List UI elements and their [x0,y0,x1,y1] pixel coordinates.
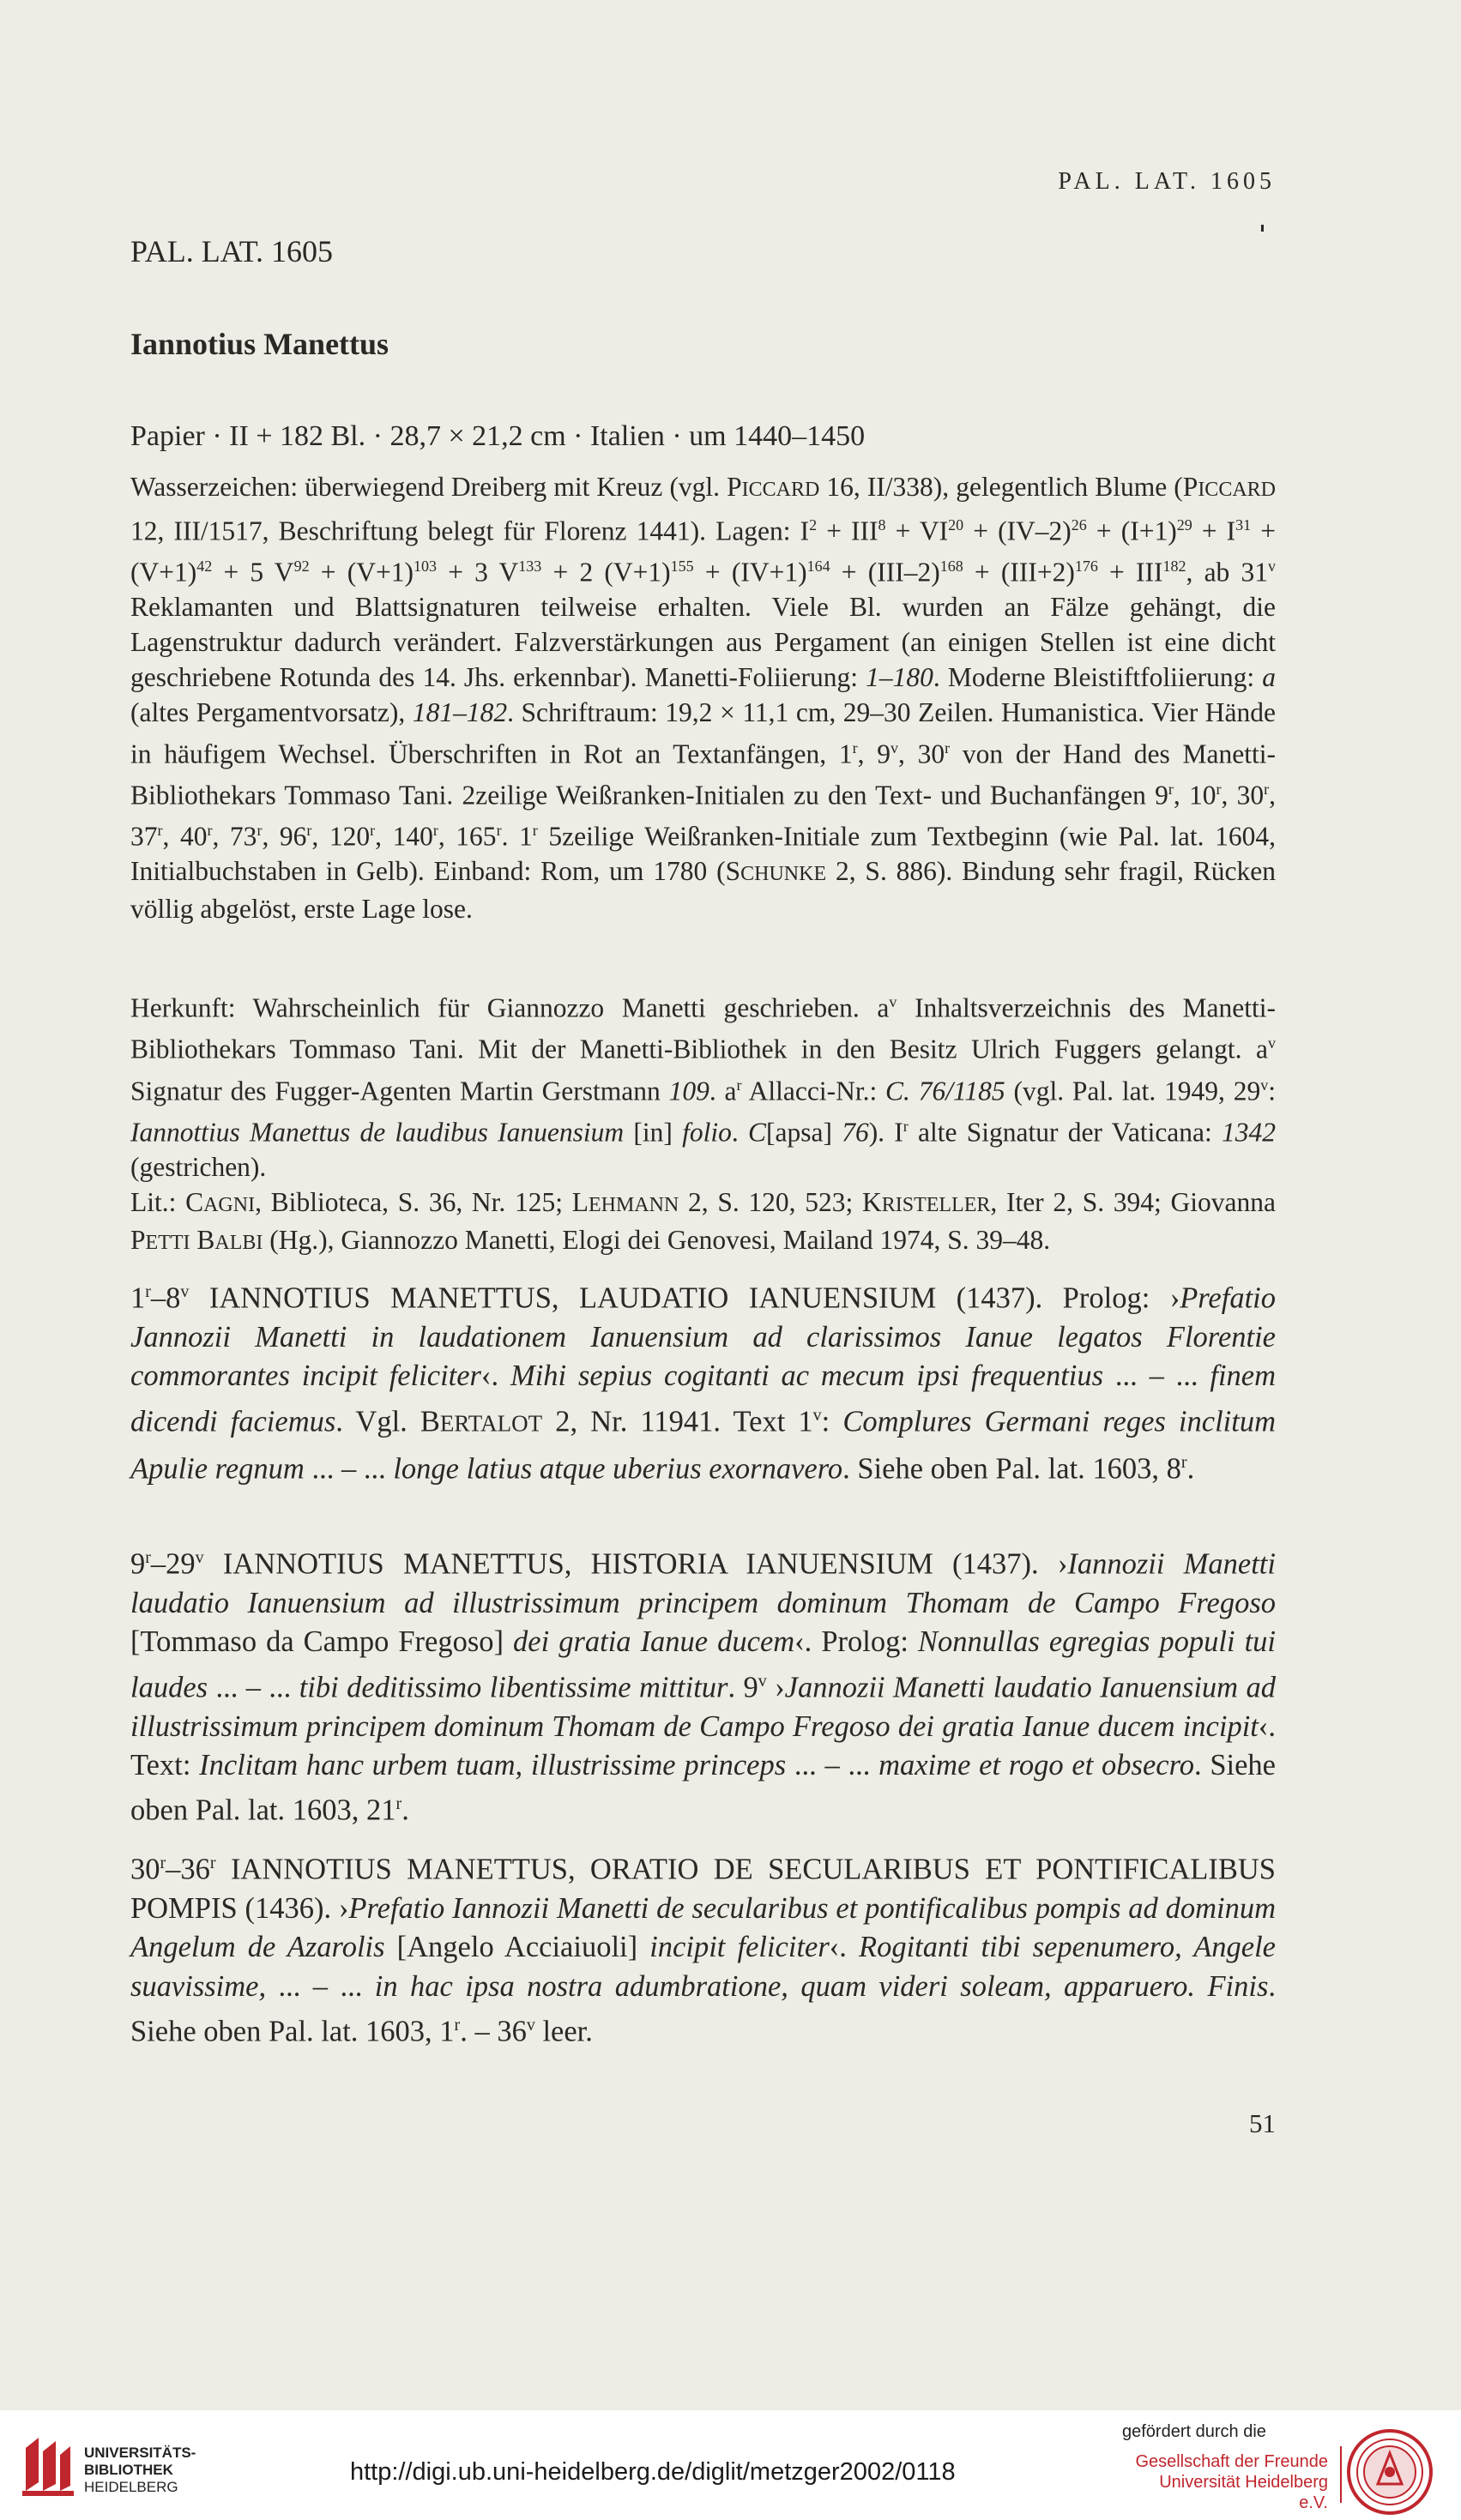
funding-note: gefördert durch die [1122,2422,1266,2441]
digitization-footer [0,2410,1461,2520]
physical-description: Papier · II + 182 Bl. · 28,7 × 21,2 cm · Italien · um 1440–1450 [130,420,866,452]
society-line-1: Gesellschaft der Freunde [1135,2452,1328,2471]
library-line-3: HEIDELBERG [84,2479,178,2495]
literature-paragraph: Lit.: CAGNI, Biblioteca, S. 36, Nr. 125; LEHMANN 2, S. 120, 523; KRISTELLER, Iter 2, S. 394; Giovanna PETTI BALBI (Hg.), Giannozzo Manetti, Elogi dei Genovesi, Mailand 1974, S. 39–48. [130,1187,1276,1255]
library-line-1: UNIVERSITÄTS- [84,2445,196,2461]
permalink-url[interactable]: http://digi.ub.uni-heidelberg.de/diglit/metzger2002/0118 [350,2458,956,2486]
library-line-2: BIBLIOTHEK [84,2462,173,2478]
ub-heidelberg-logo-icon [17,2431,77,2499]
codicology-paragraph: Wasserzeichen: überwiegend Dreiberg mit Kreuz (vgl. PICCARD 16, II/338), gelegentlich Blume (PICCARD 12, III/1517, Beschriftung belegt für Florenz 1441). Lagen: $I^2 + III^8 + VI^{20} + (IV-2)^{26} + (I+1)^{29} + I^{31} + (V+1)^{42} + 5$ $V^{92} + (V+1)^{103} + 3$ $V^{133} + 2$ $(V+1)^{155} + (IV+1)^{164} + (III-2)^{168} + (III+2)^{176} + III^{182}$, ab 31$^v$ Reklamanten und Blattsignaturen teilweise erhalten. Viele Bl. wurden an Fälze gehängt, die Lagenstruktur dadurch verändert. Falzverstärkungen aus Pergament (an einigen Stellen ist eine dicht geschriebene Rotunda des 14. Jhs. erkennbar). Manetti-Foliierung: 1–180. Moderne Bleistiftfoliierung: a (altes Pergamentvorsatz), 181–182. Schriftraum: 19,2 × 11,1 cm, 29–30 Zeilen. Humanistica. Vier Hände in häufigem Wechsel. Überschriften in Rot an Textanfängen, 1$^r$, 9$^v$, 30$^r$ von der Hand des Manetti-Bibliothekars Tommaso Tani. 2zeilige Weißranken-Initialen zu den Text- und Buchanfängen 9$^r$, 10$^r$, 30$^r$, 37$^r$, 40$^r$, 73$^r$, 96$^r$, 120$^r$, 140$^r$, 165$^r$. 1$^r$ 5zeilige Weißranken-Initiale zum Textbeginn (wie Pal. lat. 1604, Initialbuchstaben in Gelb). Einband: Rom, um 1780 (SCHUNKE 2, S. 886). Bindung sehr fragil, Rücken völlig abgelöst, erste Lage lose. [130,472,1277,925]
running-head: PAL. LAT. 1605 [1058,168,1276,195]
page-number: 51 [1249,2108,1276,2138]
library-name [84,2445,196,2496]
shelfmark: PAL. LAT. 1605 [130,234,334,268]
ink-mark [1261,225,1264,232]
society-line-2: Universität Heidelberg e.V. [1159,2473,1328,2512]
university-seal-icon [1345,2427,1434,2517]
content-entry-3: 30$^r$–36$^r$ IANNOTIUS MANETTUS, ORATIO DE SECULARIBUS ET PONTIFICALIBUS POMPIS (1436). ›Prefatio Iannozii Manetti de secularibus et pontificalibus pompis ad dominum Angelum de Azarolis [Angelo Acciaiuoli] incipit feliciter‹. Rogitanti tibi sepenumero, Angele suavissime, ... – ... in hac ipsa nostra adumbratione, quam videri soleam, apparuero. Finis. Siehe oben Pal. lat. 1603, 1$^r$. – 36$^v$ leer. [130,1853,1276,2048]
society-name [1131,2451,1328,2513]
content-entry-2: 9$^r$–29$^v$ IANNOTIUS MANETTUS, HISTORIA IANUENSIUM (1437). ›Iannozii Manetti laudatio Ianuensium ad illustrissimum principem dominum Thomam de Campo Fregoso [Tommaso da Campo Fregoso] dei gratia Ianue ducem‹. Prolog: Nonnullas egregias populi tui laudes ... – ... tibi deditissimo libentissime mittitur. 9$^v$ ›Jannozii Manetti laudatio Ianuensium ad illustrissimum principem dominum Thomam de Campo Fregoso dei gratia Ianue ducem incipit‹. Text: Inclitam hanc urbem tuam, illustrissime princeps ... – ... maxime et rogo et obsecro. Siehe oben Pal. lat. 1603, 21$^r$. [130,1547,1277,1827]
provenance-paragraph: Herkunft: Wahrscheinlich für Giannozzo Manetti geschrieben. $a^v$ Inhaltsverzeichnis des Manetti-Bibliothekars Tommaso Tani. Mit der Manetti-Bibliothek in den Besitz Ulrich Fuggers gelangt. $a^v$ Signatur des Fugger-Agenten Martin Gerstmann 109. $a^r$ Allacci-Nr.: C. 76/1185 (vgl. Pal. lat. 1949, 29$^v$: Iannottius Manettus de laudibus Ianuensium [in] folio. C[apsa] 76). $I^r$ alte Signatur der Vaticana: 1342 (gestrichen). [130,992,1276,1183]
author-heading: Iannotius Manettus [130,327,389,361]
divider [1340,2446,1342,2503]
content-entry-1: 1$^r$–8$^v$ IANNOTIUS MANETTUS, LAUDATIO IANUENSIUM (1437). Prolog: ›Prefatio Jannozii Manetti in laudationem Ianuensium ad clarissimos Ianue legatos Florentie commorantes incipit feliciter‹. Mihi sepius cogitanti ac mecum ipsi frequentius ... – ... finem dicendi faciemus. Vgl. BERTALOT 2, Nr. 11941. Text 1$^v$: Complures Germani reges inclitum Apulie regnum ... – ... longe latius atque uberius exornavero. Siehe oben Pal. lat. 1603, 8$^r$. [130,1281,1277,1486]
